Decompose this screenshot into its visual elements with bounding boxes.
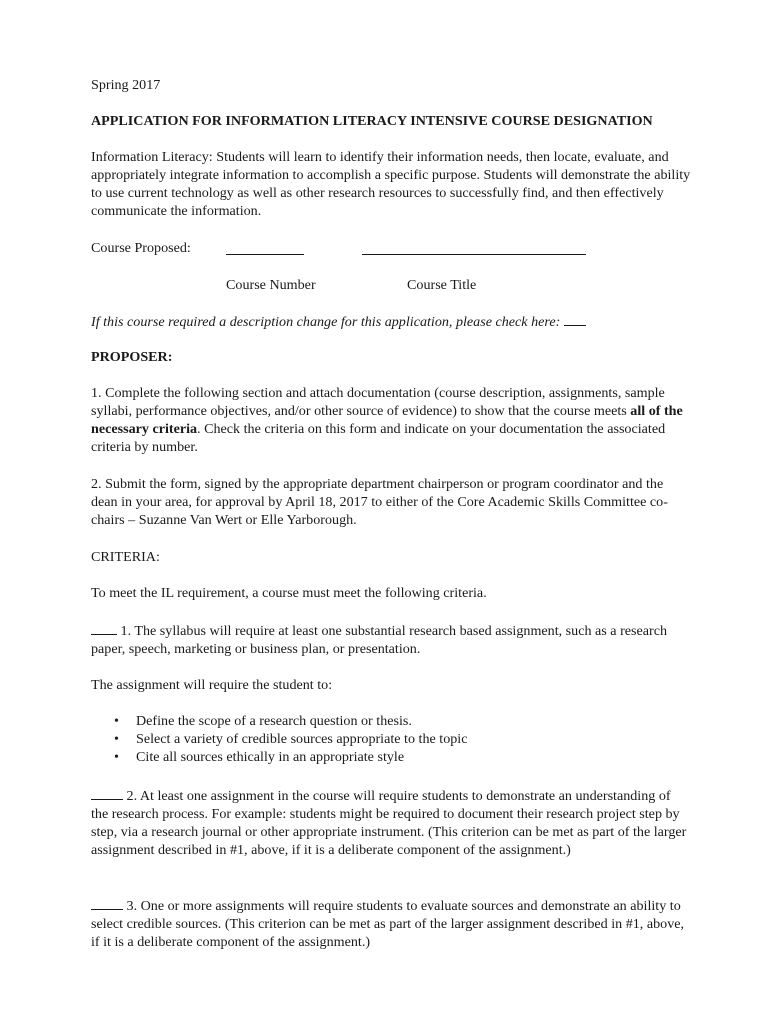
requirement-list: [91, 712, 691, 766]
proposer-heading: PROPOSER:: [91, 349, 173, 365]
course-title-field[interactable]: [362, 241, 586, 255]
document-title: APPLICATION FOR INFORMATION LITERACY INTENSIVE COURSE DESIGNATION: [91, 113, 653, 129]
course-number-caption: Course Number: [226, 277, 316, 293]
information-literacy-definition: Information Literacy: Students will learn to identify their information needs, then locate, evaluate, and appropriately integrate information to accomplish a specific purpose. Students will demonstrate the ability to use current technology as well as other research resources to successfully find, and then effectively communicate the information.: [91, 149, 691, 219]
proposer-step-1: [91, 384, 691, 456]
criterion-3: [91, 896, 691, 951]
list-item: • Cite all sources ethically in an appropriate style: [91, 748, 691, 766]
description-change-line: [91, 312, 691, 331]
description-change-text: If this course required a description change for this application, please check here:: [91, 314, 561, 330]
course-number-field[interactable]: [226, 241, 304, 255]
course-captions: [91, 276, 691, 294]
criterion-1: [91, 621, 691, 658]
criterion-1-check[interactable]: [91, 621, 117, 635]
criterion-3-check[interactable]: [91, 896, 123, 910]
description-change-checkbox[interactable]: [564, 312, 586, 326]
assignment-lead: The assignment will require the student to:: [91, 677, 333, 693]
criterion-2: [91, 786, 691, 859]
criteria-heading: CRITERIA:: [91, 549, 160, 565]
course-proposed-row: [91, 239, 691, 257]
criterion-1-text: 1. The syllabus will require at least one substantial research based assignment, such as a research paper, speech, marketing or business plan, or presentation.: [91, 623, 668, 657]
step1-text-end: . Check the criteria on this form and indicate on your documentation the associated criteria by number.: [91, 421, 666, 455]
step1-emphasis: all of the necessary criteria: [91, 403, 683, 437]
criterion-3-text: 3. One or more assignments will require students to evaluate sources and demonstrate an ability to select credible sources. (This criterion can be met as part of the larger assignment described in #1, above, if it is a deliberate component of the assignment.): [91, 898, 685, 950]
term-label: Spring 2017: [91, 77, 161, 93]
course-title-caption: Course Title: [407, 277, 477, 293]
criterion-2-text: 2. At least one assignment in the course will require students to demonstrate an understanding of the research process. For example: students might be required to document their research project step by step, via a research journal or other appropriate instrument. (This criterion can be met as part of the larger assignment described in #1, above, if it is a deliberate component of the assignment.): [91, 788, 687, 858]
criteria-intro: To meet the IL requirement, a course must meet the following criteria.: [91, 585, 487, 601]
list-item: • Select a variety of credible sources appropriate to the topic: [91, 730, 691, 748]
list-item: • Define the scope of a research question or thesis.: [91, 712, 691, 730]
course-proposed-label: Course Proposed:: [91, 240, 191, 256]
step1-text: 1. Complete the following section and attach documentation (course description, assignments, sample syllabi, performance objectives, and/or other source of evidence) to show that the course meets: [91, 385, 665, 419]
proposer-step-2: 2. Submit the form, signed by the appropriate department chairperson or program coordinator and the dean in your area, for approval by April 18, 2017 to either of the Core Academic Skills Committee co-chairs – Suzanne Van Wert or Elle Yarborough.: [91, 476, 668, 528]
criterion-2-check[interactable]: [91, 786, 123, 800]
